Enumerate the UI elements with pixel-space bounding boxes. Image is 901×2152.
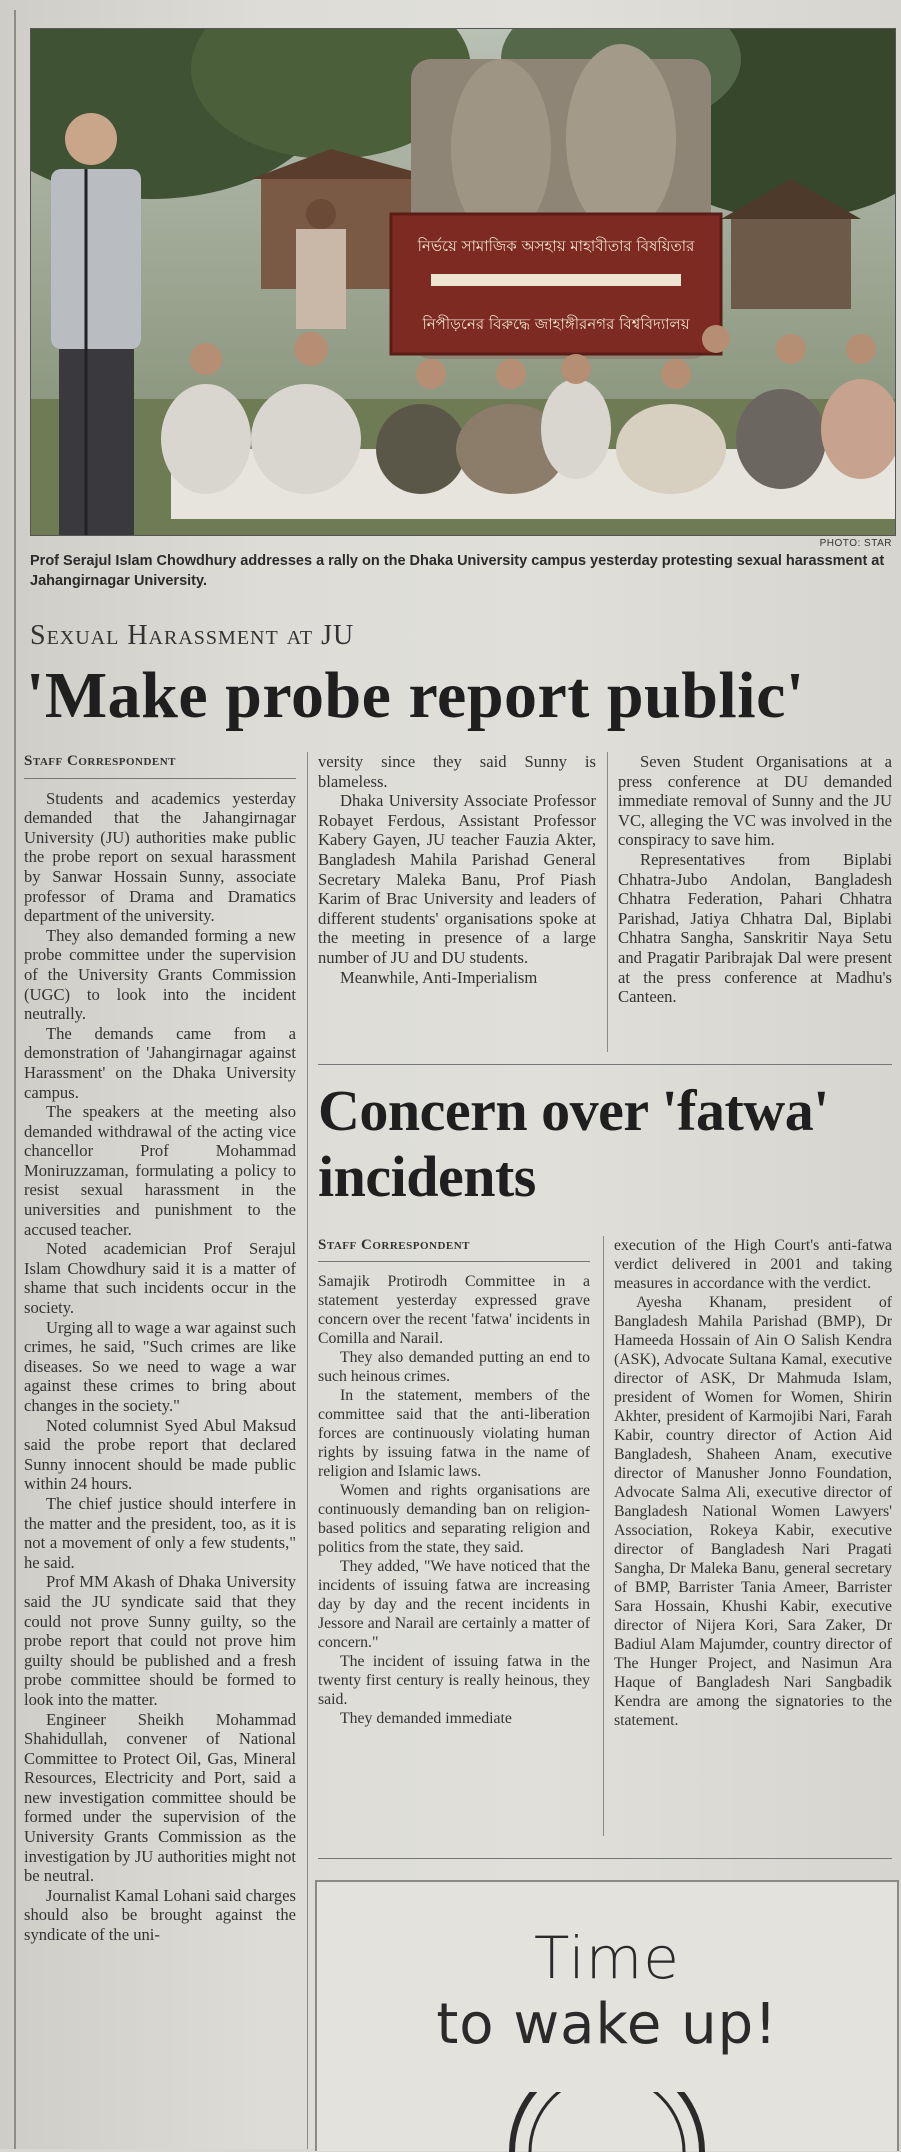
paragraph: The speakers at the meeting also demanded withdrawal of the acting vice chancellor Prof Mohammad Moniruzzaman, formulating a policy to resist sexual harassment in the universities and punishment to the accused teacher. — [24, 1102, 296, 1239]
story1-column-3 — [618, 752, 892, 1007]
ad-separator — [318, 1858, 892, 1859]
paragraph: They also demanded forming a new probe committee under the supervision of the University Grants Commission (UGC) to look into the incident neutrally. — [24, 925, 296, 1024]
story1-column-1 — [24, 752, 296, 1945]
paragraph: Ayesha Khanam, president of Bangladesh Mahila Parishad (BMP), Dr Hameeda Hossain of Ain O Salish Kendra (ASK), Advocate Sultana Kamal, executive director of ASK, Dr Mahmuda Islam, president of Women for Women, Shirin Akhter, president of Karmojibi Nari, Farah Kabir, country director of Action Aid Bangladesh, Shaheen Anam, executive director of Manusher Jonno Foundation, Advocate Salma Ali, executive director of Bangladesh National Women Lawyers' Association, Rokeya Kabir, executive director of Bangladesh Nari Pragati Sangha, Dr Maleka Banu, general secretary of BMP, Barrister Tania Ameer, Barrister Sara Hossain, Khushi Kabir, executive director of Nijera Kori, Sara Zaker, Dr Badiul Alam Majumder, country director of The Hunger Project, and Nasimun Ara Haque of Bangladesh Nari Sangbadik Kendra are among the signatories to the statement. — [614, 1294, 892, 1729]
paragraph: Representatives from Biplabi Chhatra-Jubo Andolan, Bangladesh Chhatra Federation, Pahari Chhatra Parishad, Jatiya Chhatra Dal, Biplabi Chhatra Sangha, Sanskritir Naya Setu and Pragatir Paribrajak Dal were present at the press conference at Madhu's Canteen. — [618, 849, 892, 1007]
story2-column-1 — [318, 1236, 590, 1728]
paragraph: execution of the High Court's anti-fatwa verdict delivered in 2001 and taking measures in accordance with the verdict. — [614, 1237, 892, 1292]
paragraph: Urging all to wage a war against such crimes, he said, "Such crimes are like diseases. So we need to wage a war against these crimes to bring about changes in the society." — [24, 1317, 296, 1415]
paragraph: The demands came from a demonstration of 'Jahangirnagar against Harassment' on the Dhaka University campus. — [24, 1023, 296, 1102]
rally-photo — [30, 28, 896, 536]
paragraph: Meanwhile, Anti-Imperialism — [340, 967, 538, 987]
paragraph: Prof MM Akash of Dhaka University said the JU syndicate said that they could not prove Sunny guilty, so the probe report that could not prove him guilty should be published and a fresh probe committee should be formed to look into the matter. — [24, 1572, 296, 1709]
story2-column-2 — [614, 1236, 892, 1730]
byline: Staff Correspondent — [318, 1236, 590, 1262]
story2-headline: Concern over 'fatwa' incidents — [318, 1078, 829, 1209]
paragraph: They also demanded putting an end to such heinous crimes. — [318, 1349, 590, 1385]
photo-caption: Prof Serajul Islam Chowdhury addresses a rally on the Dhaka University campus yesterday protesting sexual harassment at Jahangirnagar University. — [30, 553, 885, 589]
paragraph: Dhaka University Associate Professor Robayet Ferdous, Assistant Professor Kabery Gayen, JU teacher Fauzia Akter, Bangladesh Mahila Parishad General Secretary Maleka Banu, Prof Piash Karim of Brac University and leaders of different students' organisations spoke at the meeting in presence of a large number of JU and DU students. — [318, 791, 596, 967]
story-kicker: Sexual Harassment at JU — [30, 620, 355, 651]
paragraph: versity since they said Sunny is blameless. — [318, 752, 596, 791]
paragraph: Engineer Sheikh Mohammad Shahidullah, convener of National Committee to Protect Oil, Gas, Mineral Resources, Electricity and Port, said a new investigation committee should be formed under the supervision of the University Grants Commission as the investigation by JU authorities might not be neutral. — [24, 1709, 296, 1886]
paragraph: They added, "We have noticed that the incidents of issuing fatwa are increasing day by day and the recent incidents in Jessore and Narail are certainly a matter of concern." — [318, 1558, 590, 1651]
byline: Staff Correspondent — [24, 752, 296, 779]
paragraph: Noted columnist Syed Abul Maksud said the probe report that declared Sunny innocent should be made public within 24 hours. — [24, 1415, 296, 1494]
paragraph: Seven Student Organisations at a press conference at DU demanded immediate removal of Sunny and the JU VC, alleging the VC was involved in the conspiracy to save him. — [618, 752, 892, 850]
paragraph: Noted academician Prof Serajul Islam Chowdhury said it is a matter of shame that such incidents occur in the society. — [24, 1239, 296, 1318]
ad-headline-line-2: to wake up! — [436, 1992, 778, 2057]
advertisement — [315, 1880, 899, 2151]
ad-headline-line-1: Time — [534, 1924, 680, 1992]
paragraph: Samajik Protirodh Committee in a statement yesterday expressed grave concern over the recent 'fatwa' incidents in Comilla and Narail. — [318, 1273, 590, 1347]
paragraph: Journalist Kamal Lohani said charges should also be brought against the syndicate of the uni- — [24, 1885, 296, 1945]
story-headline: 'Make probe report public' — [26, 659, 805, 732]
alarm-clock-icon — [502, 2092, 712, 2152]
paragraph: The chief justice should interfere in the matter and the president, too, as it is not a movement of only a few students," he said. — [24, 1493, 296, 1572]
paragraph: The incident of issuing fatwa in the twenty first century is really heinous, they said. — [318, 1653, 590, 1708]
paragraph: They demanded immediate — [340, 1710, 512, 1727]
story-separator — [318, 1064, 892, 1065]
banner-text-line-1: নির্ভয়ে সামাজিক অসহায় মাহাবীতার বিষয়িতার — [417, 237, 695, 255]
photo-credit: PHOTO: STAR — [819, 538, 892, 549]
paragraph: Women and rights organisations are continuously demanding ban on religion-based politics and separating religion and politics from the state, they said. — [318, 1482, 590, 1556]
paragraph: Students and academics yesterday demanded that the Jahangirnagar University (JU) authorities make public the probe report on sexual harassment by Sanwar Hossain Sunny, associate professor of Drama and Dramatics department of the university. — [24, 788, 296, 926]
column-divider — [607, 752, 608, 1052]
story1-column-2 — [318, 752, 596, 987]
column-rule — [14, 10, 16, 2149]
paragraph: In the statement, members of the committee said that the anti-liberation forces are continuously violating human rights by issuing fatwa in the name of religion and Islamic laws. — [318, 1387, 590, 1480]
column-divider — [307, 752, 308, 2149]
column-divider — [603, 1236, 604, 1836]
banner-text-line-2: নিপীড়নের বিরুদ্ধে জাহাঙ্গীরনগর বিশ্ববিদ্যালয় — [422, 315, 690, 333]
